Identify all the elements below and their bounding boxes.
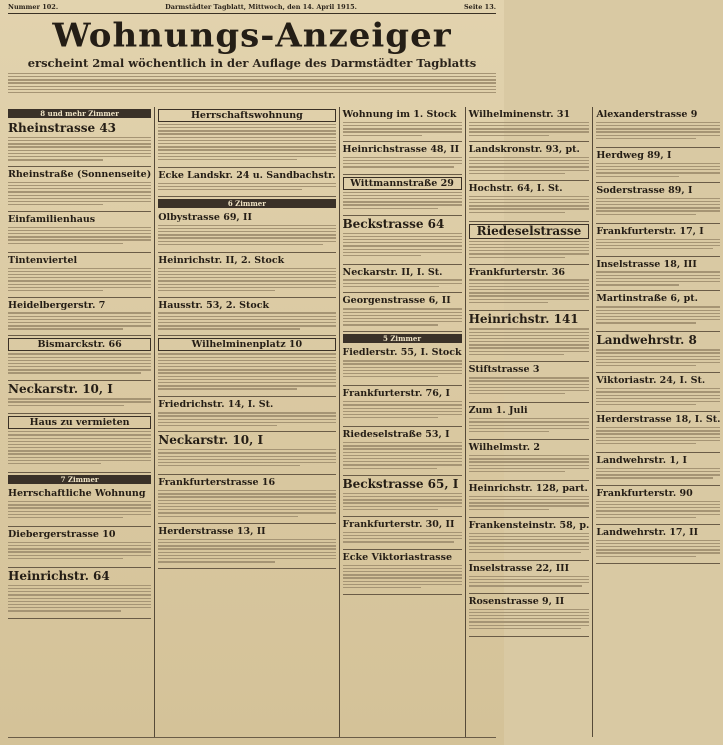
classified-ad: [343, 142, 462, 175]
ad-body-text: [469, 328, 590, 358]
ad-body-text: [8, 542, 151, 564]
classified-ad: [596, 224, 720, 257]
ad-heading: Herderstrasse 13, II: [158, 526, 266, 538]
ad-column: [340, 107, 466, 737]
classified-ad: [596, 525, 720, 564]
ad-heading: Herrschaftliche Wohnung: [8, 488, 146, 500]
ad-body-text: [343, 532, 462, 546]
ad-heading: Tintenviertel: [8, 254, 78, 266]
ad-heading: Heinrichstr. 64: [8, 568, 110, 583]
ad-body-text: [596, 388, 720, 408]
classified-ad: [469, 181, 590, 222]
page-title: Wohnungs-Anzeiger: [52, 17, 452, 55]
ad-body-text: [469, 576, 590, 590]
classified-ad: [469, 222, 590, 265]
ad-heading: Frankfurterstr. 30, II: [342, 518, 455, 530]
ad-heading: Friedrichstr. 14, I. St.: [158, 399, 274, 411]
ad-body-text: [158, 124, 335, 164]
section-header: 5 Zimmer: [343, 334, 462, 343]
ad-heading: Frankfurterstrasse 16: [158, 477, 276, 489]
classified-ad: [158, 432, 335, 475]
classified-ad: [596, 291, 720, 332]
classified-ad: [343, 550, 462, 595]
ad-column: [593, 107, 723, 737]
classified-ad: [469, 107, 590, 142]
ad-heading: Rheinstrasse 43: [8, 121, 117, 135]
ad-heading: Wittmannstraße 29: [343, 177, 462, 190]
ad-body-text: [596, 349, 720, 369]
ad-heading: Heinrichstr. 141: [468, 312, 579, 327]
classified-ad: [469, 440, 590, 481]
ad-heading: Landskronstr. 93, pt.: [468, 143, 580, 155]
ad-body-text: [343, 279, 462, 289]
ad-heading: Herdweg 89, I: [596, 149, 672, 161]
ad-heading: Soderstrasse 89, I: [596, 184, 693, 196]
ad-heading: Wilhelmstr. 2: [468, 442, 540, 454]
ad-body-text: [343, 360, 462, 382]
classified-ad: [8, 253, 151, 298]
classified-ad: [158, 397, 335, 432]
ad-body-text: [8, 353, 151, 377]
ad-heading: Hochstr. 64, I. St.: [468, 182, 563, 194]
ad-heading: Beckstrasse 65, I: [342, 477, 459, 492]
classified-ad: [596, 107, 720, 148]
classified-ad: [343, 216, 462, 265]
classified-ad: [343, 107, 462, 142]
classified-ad: [343, 265, 462, 294]
ad-heading: Herderstrasse 18, I. St.: [596, 414, 721, 426]
ad-heading: Heinrichstr. 128, part.: [468, 483, 588, 495]
classified-ad: [343, 476, 462, 517]
ad-column: [155, 107, 339, 737]
classified-ad: [469, 481, 590, 518]
ad-heading: Stiftstrasse 3: [468, 364, 540, 376]
classified-ad: [8, 568, 151, 619]
ad-heading: Riedeselstrasse: [469, 224, 590, 239]
ad-body-text: [469, 455, 590, 477]
classified-ad: [158, 107, 335, 168]
classified-ad: [596, 257, 720, 292]
classified-ad: [343, 345, 462, 386]
ad-heading: Neckarstr. II, I. St.: [342, 266, 443, 278]
ad-body-text: [596, 501, 720, 521]
classified-ad: [343, 427, 462, 476]
classified-ad: [596, 453, 720, 486]
ad-column: [466, 107, 594, 737]
ad-body-text: [469, 496, 590, 514]
ad-body-text: [343, 565, 462, 591]
classified-ad: [158, 298, 335, 337]
classified-ad: [596, 373, 720, 412]
ad-heading: Riedeselstraße 53, I: [342, 429, 450, 441]
classified-ad: [343, 517, 462, 550]
ad-body-text: [596, 468, 720, 482]
ad-heading: Viktoriastr. 24, I. St.: [596, 375, 706, 387]
ad-body-text: [158, 412, 335, 428]
classified-ad: [158, 253, 335, 298]
classified-ad: [8, 167, 151, 212]
ad-heading: Rheinstraße (Sonnenseite): [8, 168, 152, 180]
classified-ad: [8, 527, 151, 568]
ad-heading: Haus zu vermieten: [8, 416, 151, 429]
classified-ad: [596, 412, 720, 453]
ad-heading: Rosenstrasse 9, II: [468, 595, 565, 607]
classified-ad: [8, 381, 151, 414]
ad-body-text: [343, 157, 462, 171]
ad-heading: Landwehrstr. 17, II: [596, 526, 699, 538]
ad-heading: Ecke Viktoriastrasse: [342, 551, 453, 563]
ad-body-text: [158, 183, 335, 193]
ad-body-text: [158, 268, 335, 294]
ad-heading: Frankfurterstr. 17, I: [596, 225, 704, 237]
ad-body-text: [8, 182, 151, 208]
classified-ad: [8, 414, 151, 473]
classified-ad: [469, 403, 590, 440]
ad-body-text: [343, 493, 462, 513]
classified-ad: [469, 265, 590, 312]
ad-body-text: [343, 308, 462, 328]
classified-ad: [596, 148, 720, 183]
ad-body-text: [469, 241, 590, 261]
ad-heading: Landwehrstr. 8: [596, 333, 697, 348]
classified-ad: [158, 475, 335, 524]
ad-body-text: [8, 585, 151, 615]
ad-heading: Heidelbergerstr. 7: [8, 299, 106, 311]
classified-ad: [343, 293, 462, 332]
ad-heading: Inselstrasse 22, III: [468, 562, 570, 574]
publication-line: Darmstädter Tagblatt, Mittwoch, den 14. April 1915.: [165, 3, 357, 11]
section-header: 8 und mehr Zimmer: [8, 109, 151, 118]
ad-heading: Wohnung im 1. Stock: [342, 109, 457, 120]
classified-ad: [158, 210, 335, 253]
ad-body-text: [343, 233, 462, 261]
ad-heading: Zum 1. Juli: [468, 405, 528, 417]
ad-heading: Herrschaftswohnung: [158, 109, 335, 122]
ad-body-text: [8, 431, 151, 469]
ad-body-text: [469, 609, 590, 633]
ad-body-text: [469, 279, 590, 307]
classified-ad: [343, 175, 462, 216]
ad-heading: Alexanderstrasse 9: [596, 109, 698, 120]
page-number: Seite 13.: [463, 3, 496, 11]
ad-heading: Wilhelminenstr. 31: [468, 109, 571, 120]
classified-ad: [8, 120, 151, 167]
ad-heading: Frankensteinstr. 58, p.: [468, 519, 590, 531]
ad-body-text: [343, 122, 462, 138]
ad-body-text: [158, 353, 335, 393]
ad-heading: Beckstrasse 64: [342, 216, 445, 231]
ad-body-text: [596, 271, 720, 287]
classified-ad: [158, 336, 335, 397]
ad-heading: Einfamilienhaus: [8, 213, 96, 225]
ad-body-text: [8, 227, 151, 249]
ad-heading: Neckarstr. 10, I: [8, 382, 113, 397]
ad-heading: Bismarckstr. 66: [8, 338, 151, 351]
section-header: 7 Zimmer: [8, 475, 151, 484]
ad-body-text: [8, 137, 151, 163]
ad-heading: Ecke Landskr. 24 u. Sandbachstr.: [158, 169, 336, 181]
ad-heading: Inselstrasse 18, III: [596, 258, 697, 270]
issue-number: Nummer 102.: [8, 3, 59, 11]
ad-body-text: [469, 157, 590, 177]
ad-body-text: [158, 312, 335, 332]
ad-body-text: [596, 427, 720, 449]
classified-ad: [158, 168, 335, 197]
classified-ad: [8, 212, 151, 253]
ad-body-text: [596, 198, 720, 220]
ad-heading: Martinstraße 6, pt.: [596, 293, 698, 305]
classified-ad: [343, 386, 462, 427]
classified-ad: [596, 183, 720, 224]
ad-heading: Heinrichstr. II, 2. Stock: [158, 254, 285, 266]
ad-heading: Hausstr. 53, 2. Stock: [158, 299, 270, 311]
intro-notice: [8, 71, 496, 103]
ad-body-text: [158, 225, 335, 249]
ad-body-text: [596, 122, 720, 144]
classified-ad: [8, 486, 151, 527]
ad-body-text: [8, 501, 151, 523]
intro-text-lines: [8, 73, 496, 105]
ad-body-text: [343, 442, 462, 472]
classified-ad: [158, 524, 335, 569]
classified-ad: [596, 486, 720, 525]
ad-heading: Neckarstr. 10, I: [158, 433, 264, 448]
section-header: 6 Zimmer: [158, 199, 335, 208]
ad-body-text: [158, 449, 335, 471]
ad-body-text: [343, 192, 462, 212]
classified-ad: [8, 336, 151, 381]
ad-heading: Landwehrstr. 1, I: [596, 455, 687, 467]
classified-ad: [469, 594, 590, 637]
ad-body-text: [8, 312, 151, 332]
ad-body-text: [8, 268, 151, 294]
ad-body-text: [158, 539, 335, 565]
ad-body-text: [8, 398, 151, 410]
ad-column: [5, 107, 155, 737]
ad-body-text: [469, 533, 590, 557]
ad-heading: Georgenstrasse 6, II: [342, 295, 451, 307]
ad-heading: Diebergerstrasse 10: [8, 529, 116, 541]
ad-heading: Heinrichstrasse 48, II: [342, 143, 460, 155]
ad-body-text: [469, 377, 590, 399]
classified-ad: [469, 311, 590, 362]
ad-body-text: [469, 196, 590, 218]
page-subtitle: erscheint 2mal wöchentlich in der Auflage des Darmstädter Tagblatts: [27, 56, 477, 70]
ad-columns: [5, 107, 721, 737]
ad-body-text: [596, 163, 720, 179]
ad-heading: Wilhelminenplatz 10: [158, 338, 335, 351]
ad-body-text: [596, 540, 720, 560]
ad-heading: Fiedlerstr. 55, I. Stock: [342, 347, 462, 359]
classified-ad: [469, 518, 590, 561]
ad-heading: Frankfurterstr. 76, I: [342, 388, 450, 400]
ad-heading: Olbystrasse 69, II: [158, 211, 252, 223]
ad-body-text: [343, 401, 462, 423]
classified-ad: [469, 362, 590, 403]
classified-ad: [469, 142, 590, 181]
classified-ad: [469, 561, 590, 594]
page-footer-rule: [8, 737, 496, 743]
ad-heading: Frankfurterstr. 36: [468, 266, 565, 278]
classified-ad: [596, 332, 720, 373]
ad-body-text: [158, 490, 335, 520]
classified-ad: [8, 298, 151, 337]
ad-body-text: [469, 122, 590, 138]
ad-body-text: [596, 239, 720, 253]
ad-heading: Frankfurterstr. 90: [596, 487, 693, 499]
ad-body-text: [469, 418, 590, 436]
ad-body-text: [596, 306, 720, 328]
